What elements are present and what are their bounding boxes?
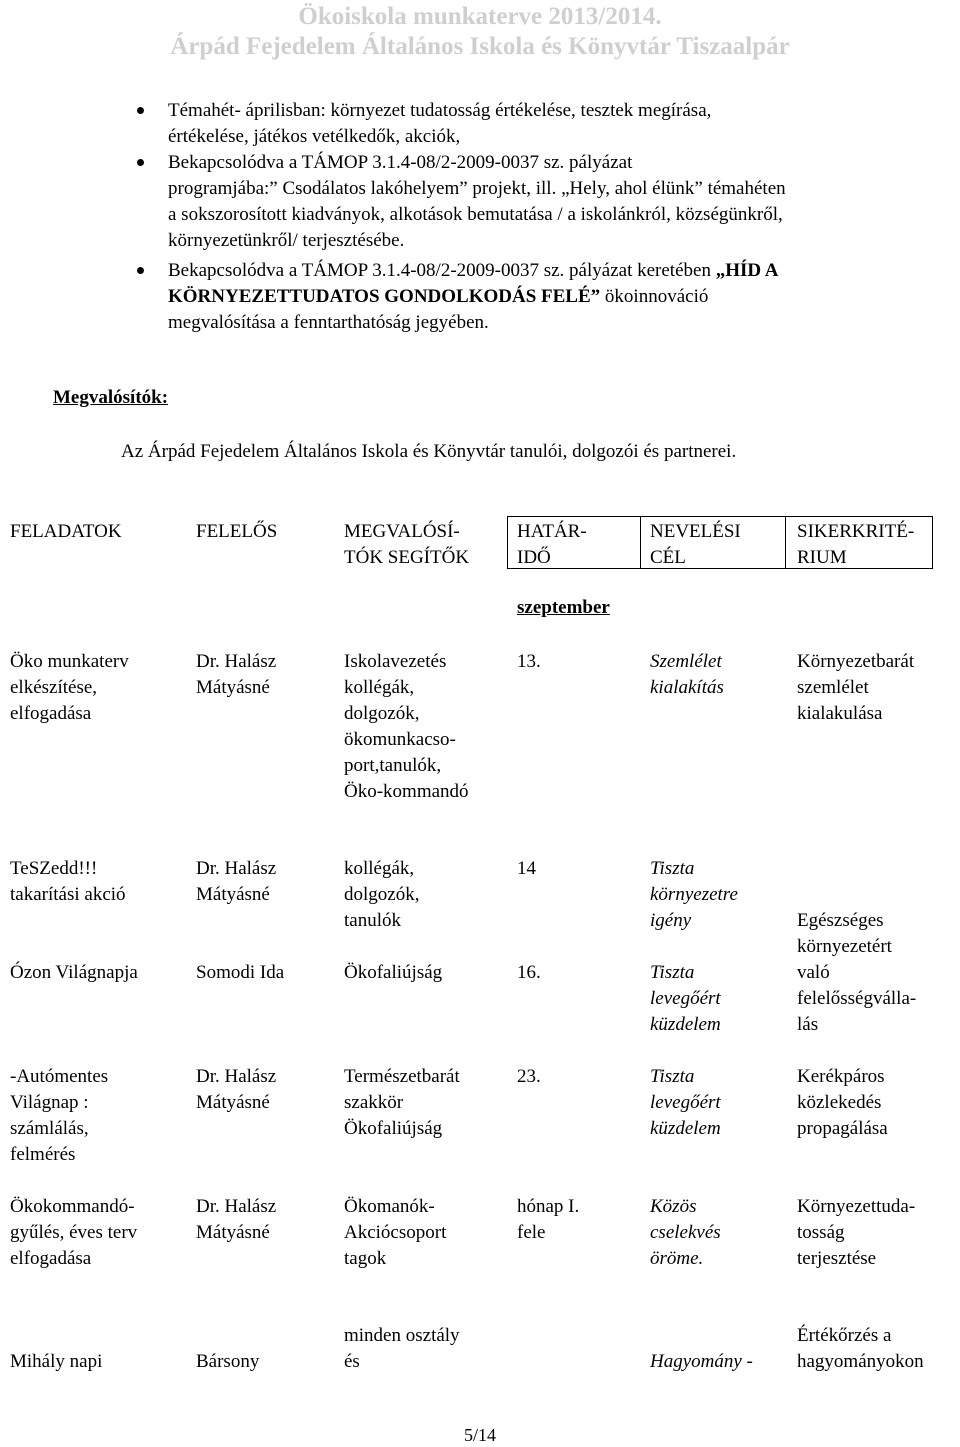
page-number: 5/14 xyxy=(463,1425,496,1445)
responsible-cell: Somodi Ida xyxy=(196,962,285,983)
header-school-name: Árpád Fejedelem Általános Iskola és Könyvtár Tiszaalpár xyxy=(170,33,790,60)
column-header-helpers: MEGVALÓSÍ- TÓK SEGÍTŐK xyxy=(344,521,470,568)
column-header-tasks: FELADATOK xyxy=(10,521,122,542)
table-rule xyxy=(785,516,933,517)
goal-cell: Hagyomány - xyxy=(650,1351,753,1372)
column-header-responsible: FELELŐS xyxy=(196,521,278,542)
responsible-cell: Dr. Halász Mátyásné xyxy=(196,858,277,905)
responsible-cell: Bársony xyxy=(196,1351,260,1372)
helpers-cell: Természetbarát szakkör Ökofaliújság xyxy=(344,1066,460,1139)
header-title: Ökoiskola munkaterve 2013/2014. xyxy=(298,3,662,30)
helpers-cell: minden osztály és xyxy=(344,1325,460,1372)
task-cell: Ózon Világnapja xyxy=(10,962,138,983)
table-rule xyxy=(640,516,641,569)
bullet-dot-icon xyxy=(137,159,144,166)
task-cell: Ökokommandó- gyűlés, éves terv elfogadása xyxy=(10,1196,138,1269)
bullet-item: Bekapcsolódva a TÁMOP 3.1.4-08/2-2009-0037 sz. pályázat programjába:” Csodálatos lakóhelyem” projekt, ill. „Hely, ahol élünk” témahéten a sokszorosított kiadványok, alkotások bemutatása / a iskolánkról, községünkről, környezetünkről/ terjesztésébe. xyxy=(168,150,908,254)
responsible-cell: Dr. Halász Mátyásné xyxy=(196,1196,277,1243)
helpers-cell: Ökomanók- Akciócsoport tagok xyxy=(344,1196,447,1269)
deadline-cell: 13. xyxy=(517,651,541,672)
column-header-criteria: SIKERKRITÉ- RIUM xyxy=(797,521,915,568)
implementers-text: Az Árpád Fejedelem Általános Iskola és Könyvtár tanulói, dolgozói és partnerei. xyxy=(121,441,737,462)
task-cell: -Autómentes Világnap : számlálás, felmérés xyxy=(10,1066,109,1165)
criteria-cell: Környezettuda- tosság terjesztése xyxy=(797,1196,916,1269)
deadline-cell: 23. xyxy=(517,1066,541,1087)
month-label: szeptember xyxy=(517,597,610,618)
deadline-cell: hónap I. fele xyxy=(517,1196,580,1243)
helpers-cell: Iskolavezetés kollégák, dolgozók, ökomunkacso- port,tanulók, Öko-kommandó xyxy=(344,651,469,802)
table-rule xyxy=(507,516,652,517)
bullet-item: Bekapcsolódva a TÁMOP 3.1.4-08/2-2009-0037 sz. pályázat keretében „HÍD A KÖRNYEZETTUDATOS GONDOLKODÁS FELÉ” ökoinnováció megvalósítása a fenntarthatóság jegyében. xyxy=(168,258,908,336)
goal-cell: Tiszta levegőért küzdelem xyxy=(650,1066,721,1139)
criteria-cell: Kerékpáros közlekedés propagálása xyxy=(797,1066,888,1139)
goal-cell: Szemlélet kialakítás xyxy=(650,651,724,698)
column-header-deadline: HATÁR- IDŐ xyxy=(517,521,587,568)
goal-cell: Közös cselekvés öröme. xyxy=(650,1196,721,1269)
task-cell: Mihály napi xyxy=(10,1351,103,1372)
criteria-cell: Egészséges környezetért való felelősségválla- lás xyxy=(797,910,917,1035)
table-rule xyxy=(785,516,786,569)
helpers-cell: Ökofaliújság xyxy=(344,962,443,983)
responsible-cell: Dr. Halász Mátyásné xyxy=(196,651,277,698)
goal-cell: Tiszta környezetre igény xyxy=(650,858,738,931)
section-heading: Megvalósítók: xyxy=(53,387,169,408)
column-header-goal: NEVELÉSI CÉL xyxy=(650,521,741,568)
table-rule xyxy=(640,516,785,517)
bullet-dot-icon xyxy=(137,267,144,274)
goal-cell: Tiszta levegőért küzdelem xyxy=(650,962,721,1035)
table-rule xyxy=(932,516,933,569)
task-cell: TeSZedd!!! takarítási akció xyxy=(10,858,126,905)
criteria-cell: Környezetbarát szemlélet kialakulása xyxy=(797,651,915,724)
helpers-cell: kollégák, dolgozók, tanulók xyxy=(344,858,420,931)
responsible-cell: Dr. Halász Mátyásné xyxy=(196,1066,277,1113)
bullet-item: Témahét- áprilisban: környezet tudatosság értékelése, tesztek megírása, értékelése, játékos vetélkedők, akciók, xyxy=(168,98,908,150)
bullet-dot-icon xyxy=(137,107,144,114)
task-cell: Öko munkaterv elkészítése, elfogadása xyxy=(10,651,129,724)
criteria-cell: Értékőrzés a hagyományokon xyxy=(797,1325,924,1372)
deadline-cell: 16. xyxy=(517,962,541,983)
deadline-cell: 14 xyxy=(517,858,536,879)
table-rule xyxy=(507,516,508,569)
